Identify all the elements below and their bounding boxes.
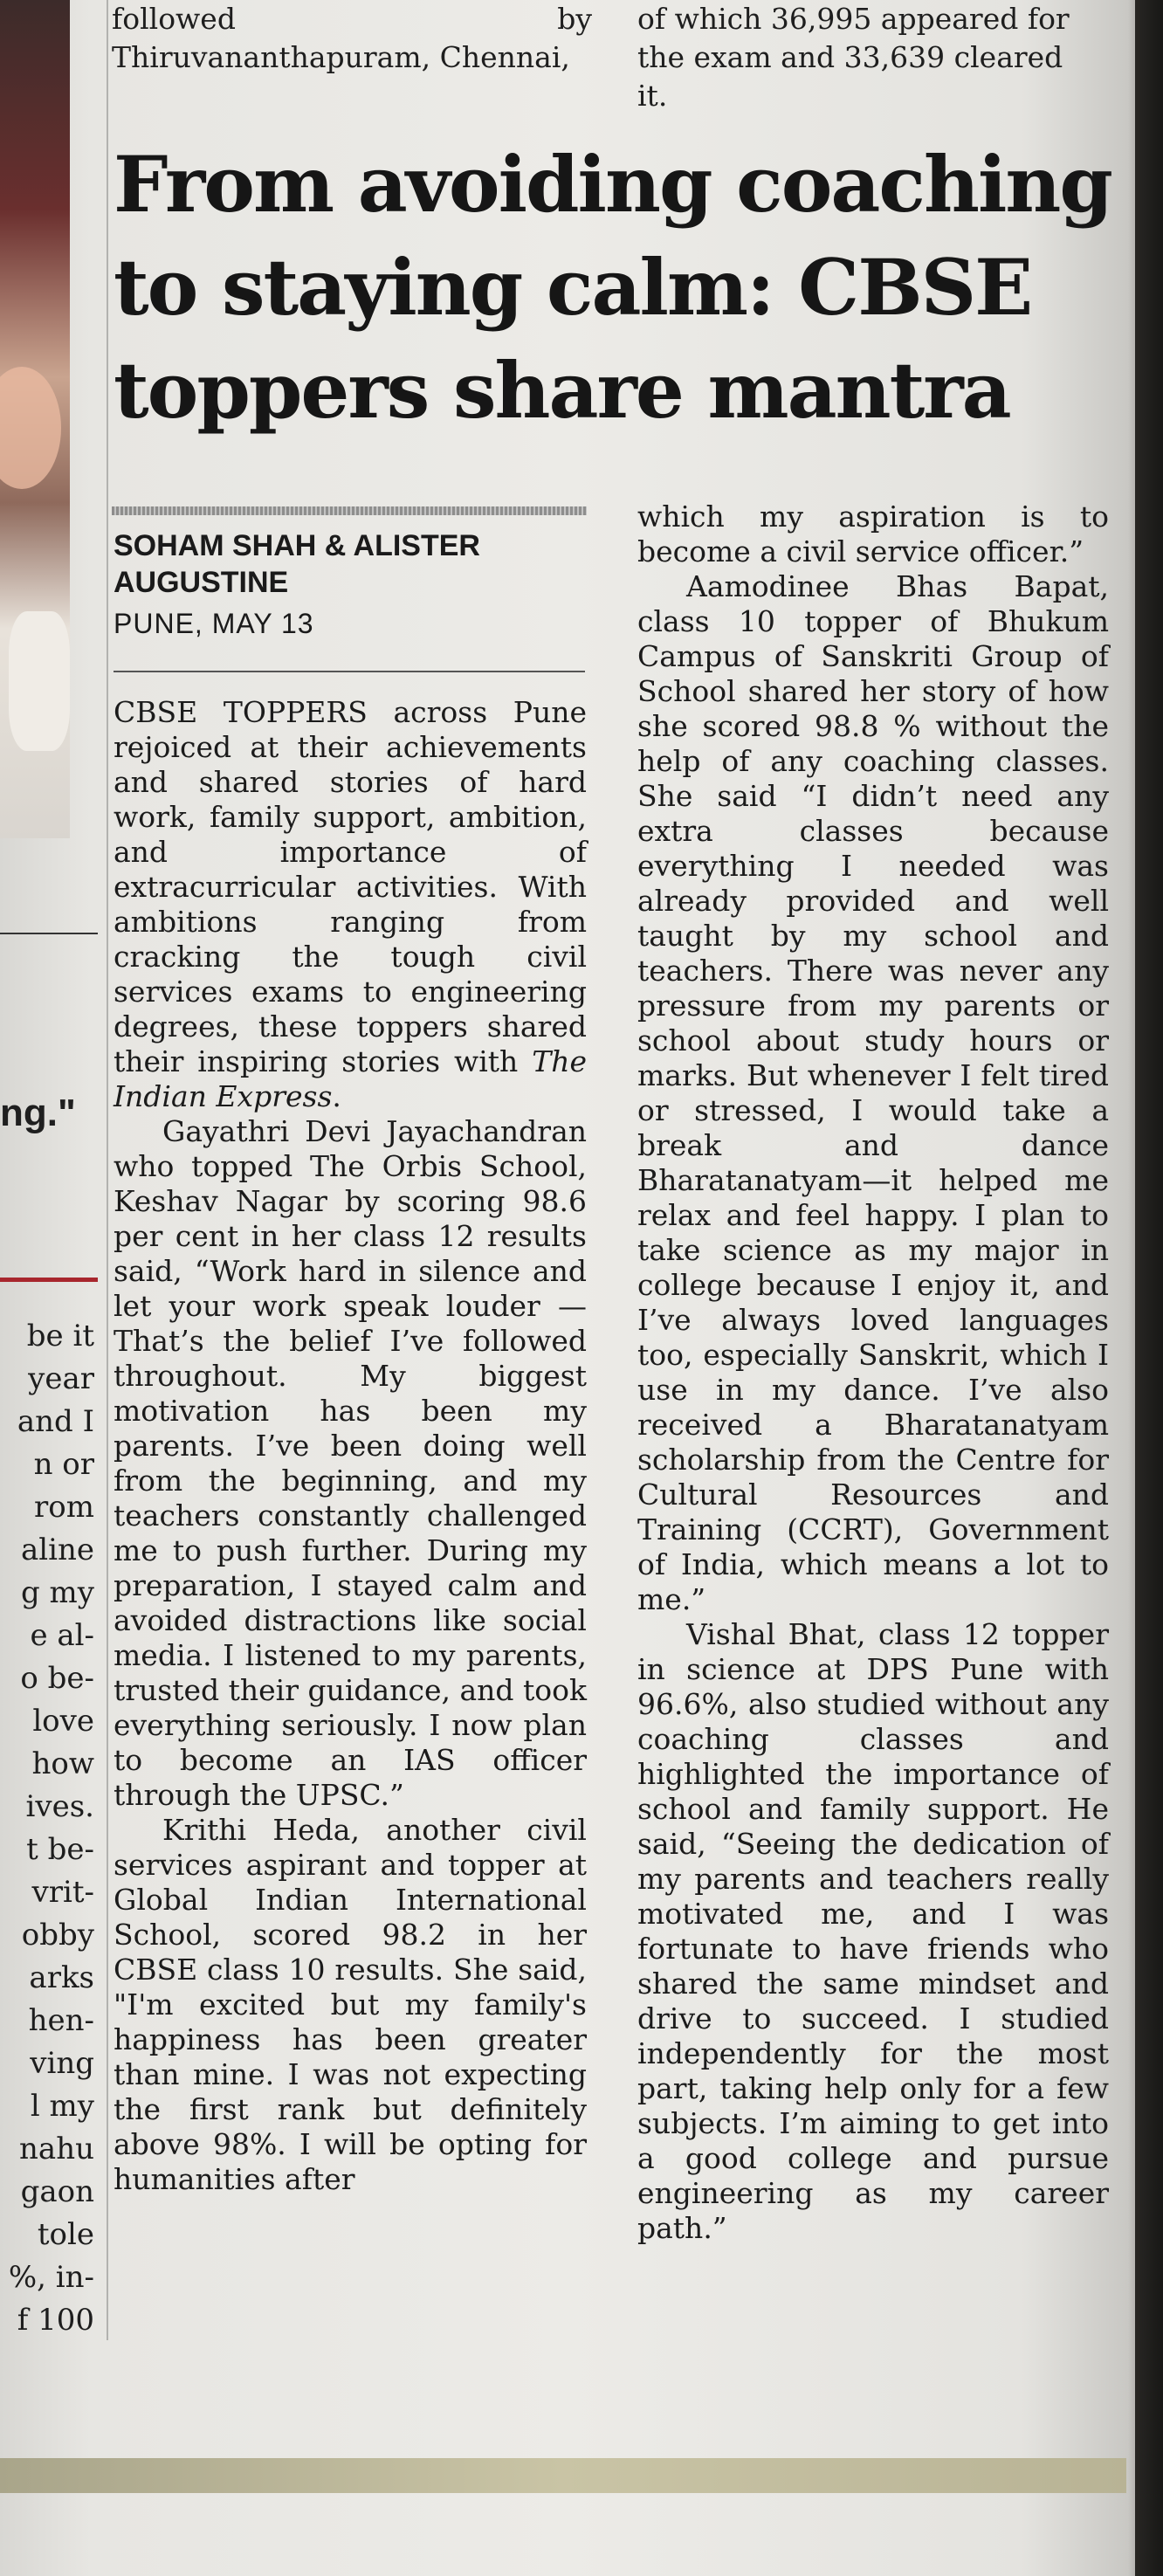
article-headline bbox=[114, 133, 1109, 442]
headline-line: From avoiding coaching bbox=[114, 139, 1111, 230]
neighbor-text-fragment: year bbox=[28, 1361, 94, 1396]
fragment-text: Thiruvananthapuram, Chennai, bbox=[112, 40, 570, 74]
neighbor-text-fragment: hen- bbox=[28, 2003, 94, 2038]
article-paragraph: Gayathri Devi Jayachandran who topped The Orbis School, Keshav Nagar by scoring 98.6 per cent in her class 12 results said, “Work hard in silence and let your work speak louder — That’s the belief I’ve followed throughout. My biggest motivation has been my parents. I’ve been doing well from the beginning, and my teachers constantly challenged me to push further. During my preparation, I stayed calm and avoided distractions like social media. I listened to my parents, trusted their guidance, and took everything seriously. I now plan to become an IAS officer through the UPSC.” bbox=[114, 1114, 588, 1812]
article-paragraph bbox=[114, 695, 587, 1114]
neighbor-text-fragment: t be- bbox=[26, 1832, 94, 1867]
headline-line: to staying calm: CBSE bbox=[114, 242, 1032, 333]
neighbor-text-fragment: love bbox=[32, 1704, 94, 1739]
article-paragraph: which my aspiration is to become a civil service officer.” bbox=[637, 499, 1109, 568]
neighbor-text-fragment: e al- bbox=[30, 1618, 94, 1653]
publication-name: The Indian Express bbox=[114, 1044, 587, 1113]
article-paragraph: Aamodinee Bhas Bapat, class 10 topper of Bhukum Campus of Sanskriti Group of School shared her story of how she scored 98.8 % without the help of any coaching classes. She said “I didn’t need any extra classes because everything I needed was already provided and well taught by my school and teachers. There was never any pressure from my parents or school about study hours or marks. But whenever I felt tired or stressed, I would take a break and dance Bharatanatyam—it helped me relax and feel happy. I plan to take science as my major in college because I enjoy it, and I’ve always loved languages too, especially Sanskrit, which I use in my dance. I’ve also received a Bharatanatyam scholarship from the Centre for Cultural Resources and Training (CCRT), Government of India, which means a lot to me.” bbox=[637, 569, 1109, 1616]
neighbor-pull-quote: ng." bbox=[0, 1092, 76, 1134]
neighbor-text-fragment: n or bbox=[33, 1447, 94, 1482]
neighbor-text-fragment: nahu bbox=[19, 2132, 94, 2166]
neighbor-text-fragment: o be- bbox=[20, 1661, 94, 1696]
neighbor-text-fragment: f 100 bbox=[17, 2303, 94, 2338]
dateline: PUNE, MAY 13 bbox=[114, 608, 314, 639]
neighbor-text-fragment: arks bbox=[29, 1960, 94, 1995]
page-edge-shadow bbox=[1128, 0, 1163, 2576]
fragment-text: by bbox=[557, 2, 592, 36]
fragment-text: of which 36,995 appeared for bbox=[637, 2, 1070, 36]
article-paragraph: Vishal Bhat, class 12 topper in science at DPS Pune with 96.6%, also studied without any coaching classes and highlighted the importance of school and family support. He said, “Seeing the dedication of my parents and teachers really motivated me, and I was fortunate to have friends who shared the same mindset and drive to succeed. I studied independently for the most part, taking help only for a few subjects. I’m aiming to get into a good college and pursue engineering as my career path.” bbox=[637, 1617, 1109, 2245]
neighbor-text-fragment: obby bbox=[21, 1918, 94, 1953]
neighbor-text-fragment: rom bbox=[34, 1490, 94, 1525]
neighbor-article-column bbox=[0, 0, 98, 2576]
fragment-text: followed bbox=[112, 2, 236, 36]
red-rule bbox=[0, 1278, 98, 1282]
neighbor-text-fragment: vrit- bbox=[31, 1875, 94, 1910]
column-rule bbox=[107, 0, 108, 2340]
fragment-text: the exam and 33,639 cleared it. bbox=[637, 40, 1063, 113]
article-column-2 bbox=[637, 499, 1109, 2246]
byline bbox=[114, 527, 585, 643]
neighbor-text-fragment: tole bbox=[37, 2217, 94, 2252]
paragraph-text: . bbox=[332, 1079, 341, 1113]
neighbor-text-fragment: %, in- bbox=[8, 2260, 94, 2295]
neighbor-text-fragment: ives. bbox=[25, 1789, 94, 1824]
author-names: SOHAM SHAH & ALISTER AUGUSTINE bbox=[114, 529, 480, 599]
byline-divider bbox=[114, 671, 585, 672]
page-bottom-band bbox=[0, 2458, 1126, 2493]
previous-article-fragment-right bbox=[637, 0, 1100, 115]
neighbor-text-fragment: aline bbox=[20, 1533, 94, 1567]
lead-in: CBSE TOPPERS bbox=[114, 695, 368, 729]
neighbor-text-fragment: how bbox=[31, 1746, 94, 1781]
neighbor-text-fragment: l my bbox=[30, 2089, 94, 2124]
neighbor-text-fragment: and I bbox=[17, 1404, 94, 1439]
article-paragraph: Krithi Heda, another civil services aspirant and topper at Global Indian International School, scored 98.2 in her CBSE class 10 results. She said, "I'm excited but my family's happiness has been greater than mine. I was not expecting the first rank but definitely above 98%. I will be opting for humanities after bbox=[114, 1813, 587, 2196]
column-divider bbox=[0, 933, 98, 934]
paragraph-text: across Pune rejoiced at their achievements and shared stories of hard work, family support, ambition, and importance of extracurricular activities. With ambitions ranging from cracking the tough civil services exams to engineering degrees, these toppers shared their inspiring stories with bbox=[114, 695, 588, 1078]
neighbor-text-fragment: g my bbox=[20, 1575, 94, 1610]
previous-article-fragment-left bbox=[112, 0, 592, 77]
article-column-1 bbox=[114, 695, 587, 2197]
neighbor-text-fragment: ving bbox=[30, 2046, 94, 2081]
neighbor-text-fragment: gaon bbox=[20, 2174, 94, 2209]
neighbor-text-fragment: be it bbox=[26, 1319, 94, 1353]
headline-line: toppers share mantra bbox=[114, 345, 1010, 436]
byline-rule bbox=[112, 506, 587, 515]
